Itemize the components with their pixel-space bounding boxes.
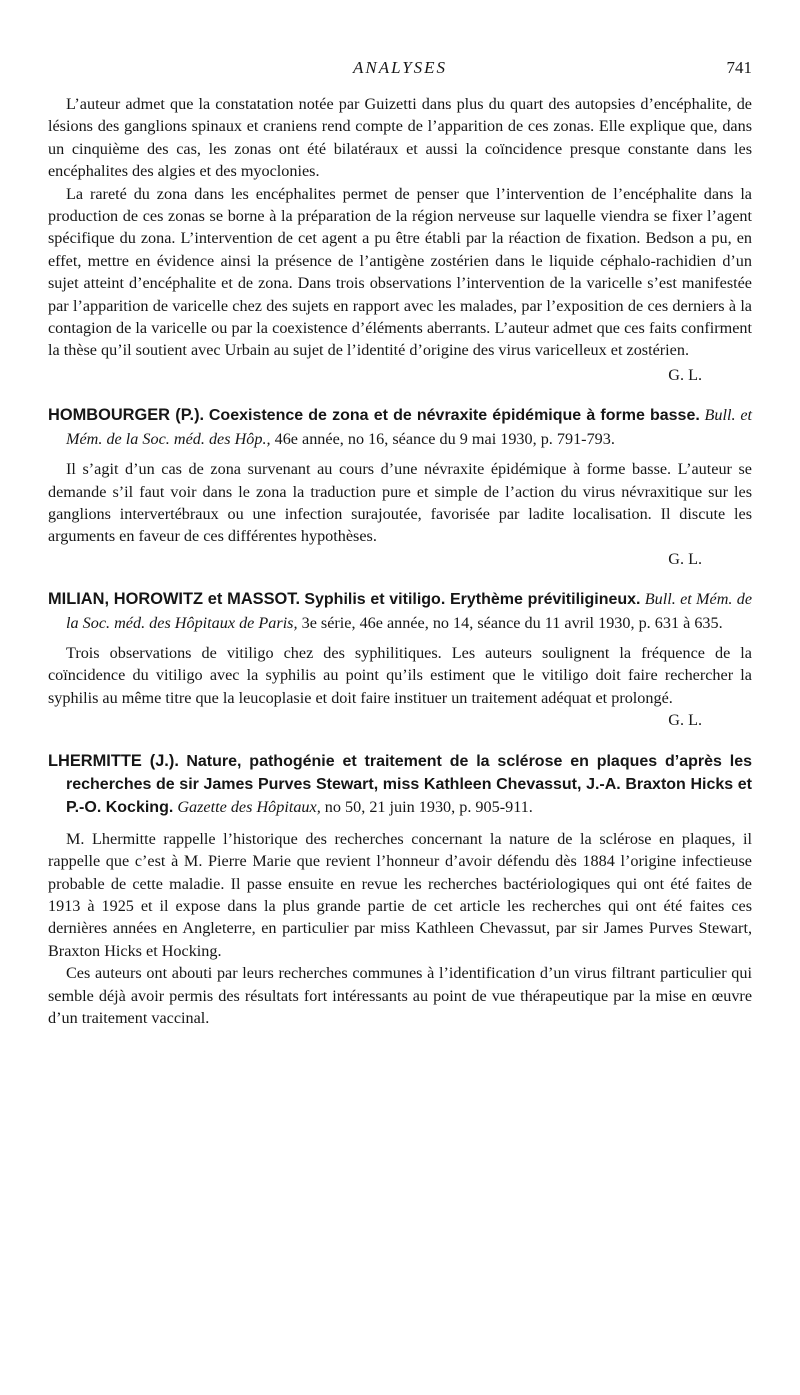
citation [48,404,752,450]
entry-details: no 50, 21 juin 1930, p. 905-911. [324,798,533,817]
entry-journal: Bull. et Mém. de la Soc. méd. des Hôp., [66,406,752,448]
entry-authors: LHERMITTE (J.). [48,751,179,770]
entry-details: 3e série, 46e année, no 14, séance du 11 avril 1930, p. 631 à 635. [301,613,723,632]
signature: G. L. [668,711,702,730]
intro-paragraph: L’auteur admet que la constatation notée par Guizetti dans plus du quart des autopsies d’encéphalite, de lésions des ganglions spinaux et craniens rend compte de l’apparition de ces zonas. Elle explique que, dans un cinquième des cas, les zonas ont été bilatéraux et aussi la coïncidence presque constante dans les encéphalites des algies et des myoclonies. [48,95,752,181]
intro-paragraph: La rareté du zona dans les encéphalites permet de penser que l’intervention de l’encéphalite dans la production de ces zonas se borne à la préparation de la région nerveuse sur laquelle viendra se fixer l’agent spécifique du zona. L’intervention de cet agent a pu être établi par la réaction de fixation. Bedson a pu, en effet, mettre en évidence ainsi la présence de l’antigène zostérien dans le liquide céphalo-rachidien d’un sujet atteint d’encéphalite et de zona. Dans trois observations l’intervention de la varicelle s’est manifestée par l’apparition de varicelle chez des sujets en rapport avec les malades, par l’exposition de ces derniers à la contagion de la varicelle ou par la coexistence d’éléments aberrants. L’auteur admet que ces faits confirment la thèse qu’il soutient avec Urbain au sujet de l’identité d’origine des virus varicelleux et zostérien. [48,184,752,360]
entry-journal: Bull. et Mém. de la Soc. méd. des Hôpitaux de Paris, [66,590,753,632]
entry-milian [48,588,752,731]
entry-title: Nature, pathogénie et traitement de la sclérose en plaques d’après les recherches de sir James Purves Stewart, miss Kathleen Chevassut, J.-A. Braxton Hicks et P.-O. Kocking. [66,752,753,817]
intro-section [48,93,752,386]
entry-title: Coexistence de zona et de névraxite épidémique à forme basse. [208,407,700,425]
entry-abstract: Il s’agit d’un cas de zona survenant au cours d’une névraxite épidémique à forme basse. L’auteur se demande s’il faut voir dans le zona la traduction pure et simple de l’action du virus névraxitique sur les ganglions intervertébraux ou une infection surajoutée, favorisée par ladite localisation. Il discute les arguments en faveur de ces différentes hypothèses. [48,460,752,546]
entry-abstract-continued: Ces auteurs ont abouti par leurs recherches communes à l’identification d’un virus filtrant particulier qui semble déjà avoir permis des résultats fort intéressants au point de vue thérapeutique par la mise en œuvre d’un traitement vaccinal. [48,964,752,1028]
entry-authors: MILIAN, HOROWITZ et MASSOT. [48,590,301,609]
citation [48,750,752,820]
entry-details: 46e année, no 16, séance du 9 mai 1930, p. 791-793. [274,429,615,448]
page-header [0,58,800,84]
entry-authors: HOMBOURGER (P.). [48,406,205,425]
signature: G. L. [668,549,702,568]
page-body [48,93,752,1029]
entry-hombourger [48,404,752,570]
entry-abstract: Trois observations de vitiligo chez des syphilitiques. Les auteurs soulignent la fréquence de la coïncidence du vitiligo avec la syphilis au point qu’ils estiment que le vitiligo doit faire rechercher la syphilis au même titre que la leucoplasie et doit faire instituer un traitement adéquat et prolongé. [48,643,752,707]
entry-abstract: M. Lhermitte rappelle l’historique des recherches concernant la nature de la sclérose en plaques, il rappelle que c’est à M. Pierre Marie que revient l’honneur d’avoir défendu dès 1884 l’origine infectieuse probable de cette maladie. Il passe ensuite en revue les recherches bactériologiques qui ont été faites de 1913 à 1925 et il expose dans la plus grande partie de cet article les recherches qui ont été faites ces dernières années en Angleterre, en particulier par miss Kathleen Chevassut, par sir James Purves Stewart, Braxton Hicks et Hocking. [48,829,752,960]
entry-lhermitte [48,750,752,1030]
citation [48,588,752,634]
signature: G. L. [668,365,702,384]
entry-journal: Gazette des Hôpitaux, [177,798,321,817]
page-number: 741 [726,58,752,77]
entry-title: Syphilis et vitiligo. Erythème prévitiligineux. [304,591,641,609]
running-title: ANALYSES [352,58,448,77]
